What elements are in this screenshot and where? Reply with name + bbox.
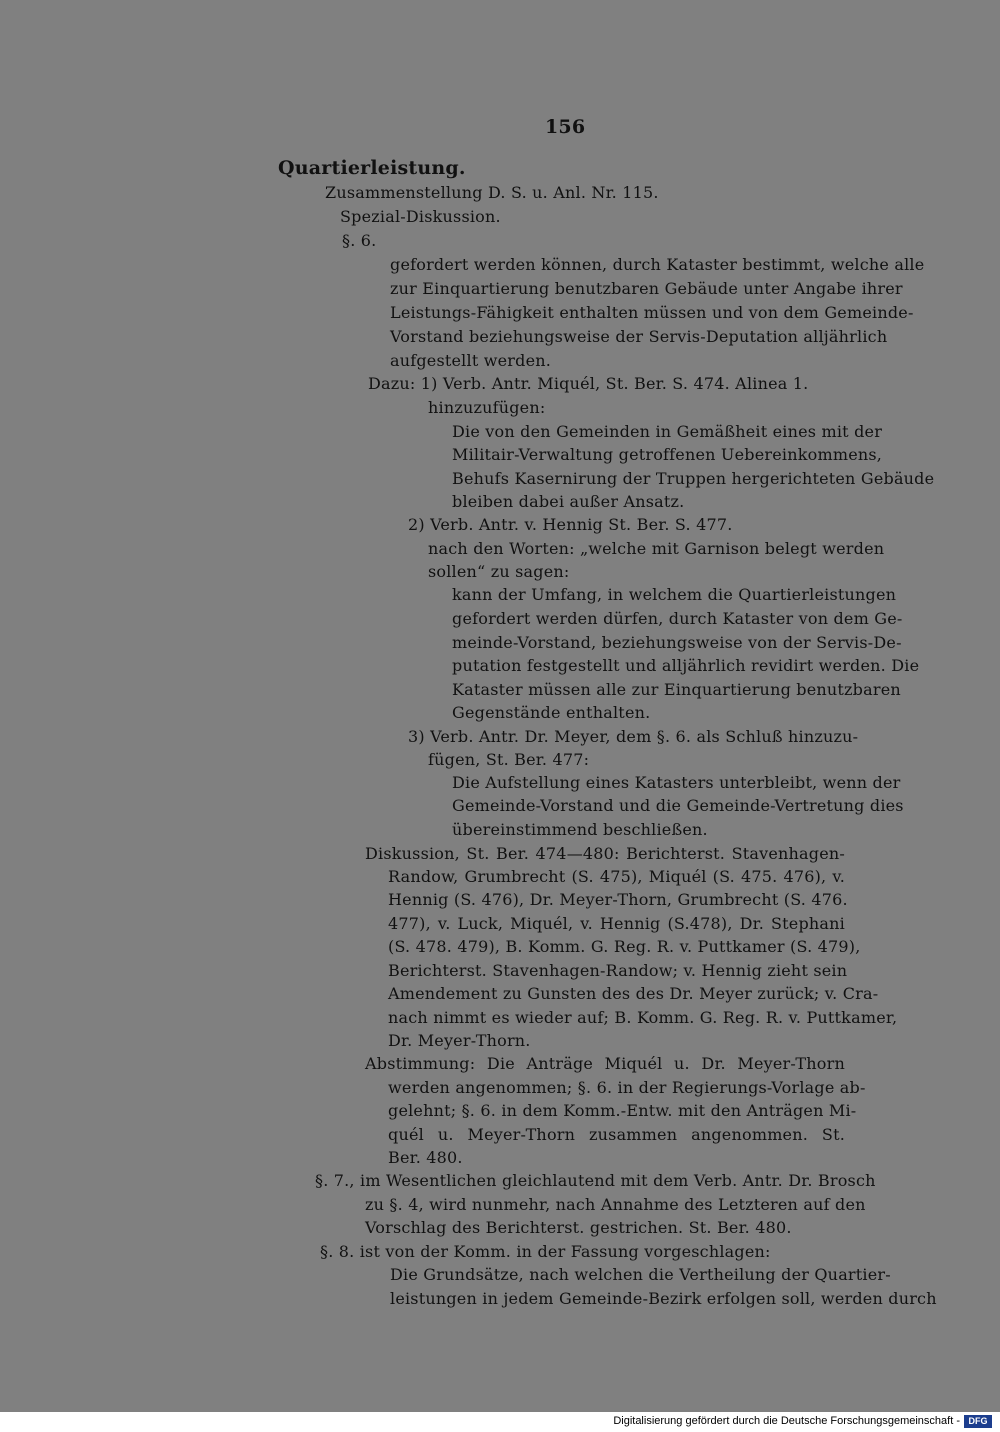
text-line: nach nimmt es wieder auf; B. Komm. G. Reg. R. v. Puttkamer, <box>388 1008 898 1027</box>
dfg-logo: DFG <box>964 1415 992 1428</box>
section-heading: Quartierleistung. <box>278 157 466 179</box>
text-line: meinde-Vorstand, beziehungsweise von der Servis-De- <box>452 633 902 652</box>
text-line: Kataster müssen alle zur Einquartierung benutzbaren <box>452 680 901 699</box>
footer <box>0 1412 1000 1432</box>
text-line: Randow, Grumbrecht (S. 475), Miquél (S. 475. 476), v. <box>388 867 845 886</box>
text-line: §. 7., im Wesentlichen gleichlautend mit dem Verb. Antr. Dr. Brosch <box>315 1171 876 1190</box>
text-line: fügen, St. Ber. 477: <box>428 750 590 769</box>
text-line: 2) Verb. Antr. v. Hennig St. Ber. S. 477. <box>408 515 733 534</box>
text-line: zu §. 4, wird nunmehr, nach Annahme des Letzteren auf den <box>365 1195 866 1214</box>
text-line: Gemeinde-Vorstand und die Gemeinde-Vertretung dies <box>452 796 904 815</box>
text-line: 3) Verb. Antr. Dr. Meyer, dem §. 6. als Schluß hinzuzu- <box>408 727 859 746</box>
text-line: Militair-Verwaltung getroffenen Uebereinkommens, <box>452 445 883 464</box>
text-line: Spezial-Diskussion. <box>340 207 501 226</box>
text-line: Diskussion, St. Ber. 474—480: Berichterst. Stavenhagen- <box>365 844 845 863</box>
text-line: gefordert werden dürfen, durch Kataster von dem Ge- <box>452 609 903 628</box>
text-line: putation festgestellt und alljährlich revidirt werden. Die <box>452 656 920 675</box>
text-line: Amendement zu Gunsten des des Dr. Meyer zurück; v. Cra- <box>388 984 879 1003</box>
text-line: bleiben dabei außer Ansatz. <box>452 492 685 511</box>
text-line: zur Einquartierung benutzbaren Gebäude unter Angabe ihrer <box>390 279 903 298</box>
text-line: Abstimmung: Die Anträge Miquél u. Dr. Meyer-Thorn <box>365 1054 845 1073</box>
text-line: Behufs Kasernirung der Truppen hergerichteten Gebäude <box>452 469 935 488</box>
text-line: §. 8. ist von der Komm. in der Fassung vorgeschlagen: <box>320 1242 771 1261</box>
text-line: leistungen in jedem Gemeinde-Bezirk erfolgen soll, werden durch <box>390 1289 937 1308</box>
text-line: Hennig (S. 476), Dr. Meyer-Thorn, Grumbrecht (S. 476. <box>388 890 848 909</box>
page-number: 156 <box>545 116 586 138</box>
text-line: Zusammenstellung D. S. u. Anl. Nr. 115. <box>325 183 659 202</box>
footer-credit: Digitalisierung gefördert durch die Deutsche Forschungsgemeinschaft - <box>613 1415 960 1427</box>
text-line: Vorstand beziehungsweise der Servis-Deputation alljährlich <box>390 327 888 346</box>
text-line: Berichterst. Stavenhagen-Randow; v. Hennig zieht sein <box>388 961 848 980</box>
text-line: §. 6. <box>342 231 377 250</box>
text-line: kann der Umfang, in welchem die Quartierleistungen <box>452 585 897 604</box>
text-line: Leistungs-Fähigkeit enthalten müssen und von dem Gemeinde- <box>390 303 914 322</box>
text-line: Vorschlag des Berichterst. gestrichen. St. Ber. 480. <box>365 1218 792 1237</box>
text-line: quél u. Meyer-Thorn zusammen angenommen. St. <box>388 1125 845 1144</box>
text-line: werden angenommen; §. 6. in der Regierungs-Vorlage ab- <box>388 1078 866 1097</box>
text-line: Dr. Meyer-Thorn. <box>388 1031 531 1050</box>
text-line: 477), v. Luck, Miquél, v. Hennig (S.478), Dr. Stephani <box>388 914 845 933</box>
text-line: Die von den Gemeinden in Gemäßheit eines mit der <box>452 422 883 441</box>
text-line: nach den Worten: „welche mit Garnison belegt werden <box>428 539 885 558</box>
text-line: gelehnt; §. 6. in dem Komm.-Entw. mit den Anträgen Mi- <box>388 1101 857 1120</box>
text-line: (S. 478. 479), B. Komm. G. Reg. R. v. Puttkamer (S. 479), <box>388 937 861 956</box>
text-line: aufgestellt werden. <box>390 351 552 370</box>
text-line: Dazu: 1) Verb. Antr. Miquél, St. Ber. S. 474. Alinea 1. <box>368 374 809 393</box>
text-line: hinzuzufügen: <box>428 398 546 417</box>
text-line: Die Aufstellung eines Katasters unterbleibt, wenn der <box>452 773 901 792</box>
text-line: übereinstimmend beschließen. <box>452 820 708 839</box>
text-line: gefordert werden können, durch Kataster bestimmt, welche alle <box>390 255 925 274</box>
text-line: Die Grundsätze, nach welchen die Vertheilung der Quartier- <box>390 1265 891 1284</box>
text-line: Ber. 480. <box>388 1148 463 1167</box>
text-line: sollen“ zu sagen: <box>428 562 570 581</box>
text-line: Gegenstände enthalten. <box>452 703 651 722</box>
